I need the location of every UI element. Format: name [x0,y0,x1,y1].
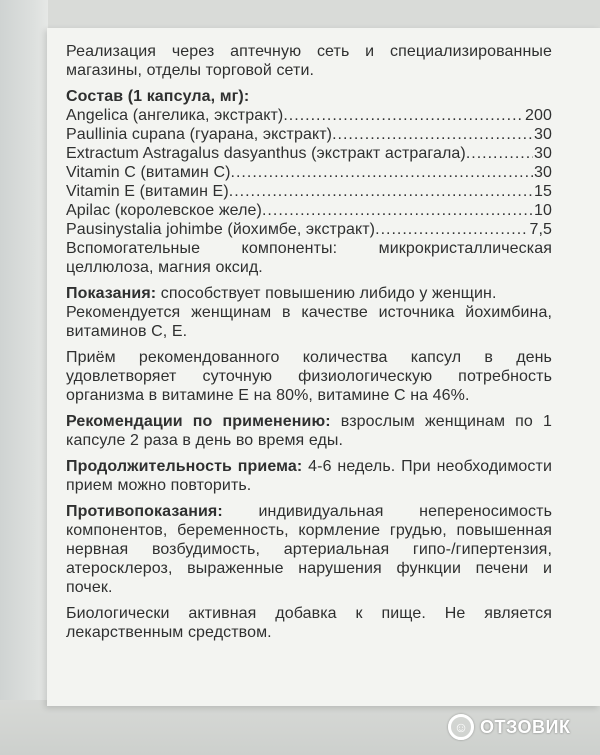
ingredient-row [66,163,552,182]
ingredient-row [66,220,552,239]
intake-note: Приём рекомендованного количества капсул в день удовлетворяет суточную физиологическую потребность организма в витамине Е на 80%, витамине С на 46%. [66,349,552,404]
ingredient-name: Extractum Astragalus dasyanthus (экстракт астрагала) [66,145,466,162]
contraindications-heading: Противопоказания: [66,503,223,520]
ingredient-amount: 15 [534,183,552,200]
contraindications-text: индивидуальная непереносимость компонентов, беременность, кормление грудью, повышенная нервная возбудимость, артериальная гипо-/гипертензия, атеросклероз, выраженные нарушения функции печени и почек. [66,503,552,596]
ingredient-name: Vitamin E (витамин E) [66,183,229,200]
recommended-text: Рекомендуется женщинам в качестве источника йохимбина, витаминов С, Е. [66,304,552,340]
ingredient-name: Angelica (ангелика, экстракт) [66,107,284,124]
label-text [66,42,552,649]
duration-heading: Продолжительность приема: [66,458,303,475]
ingredient-row [66,182,552,201]
duration-text: 4-6 недель. При необходимости прием можно повторить. [66,458,552,494]
background-left [0,0,48,755]
indications-heading: Показания: [66,285,157,302]
duration-paragraph [66,457,552,495]
intro-text: Реализация через аптечную сеть и специализированные магазины, отделы торговой сети. [66,43,552,79]
contraindications-paragraph [66,502,552,597]
ingredient-row [66,201,552,220]
usage-text: взрослым женщинам по 1 капсуле 2 раза в день во время еды. [66,413,553,449]
ingredient-row [66,125,552,144]
ingredient-name: Paullinia cupana (гуарана, экстракт) [66,126,333,143]
ingredient-name: Apilac (королевское желе) [66,202,262,219]
indications-paragraph [66,284,552,303]
ingredient-amount: 200 [525,107,552,124]
ingredient-amount: 30 [534,164,552,181]
composition-heading: Состав (1 капсула, мг): [66,88,250,105]
ingredient-amount: 30 [534,145,552,162]
ingredient-amount: 10 [534,202,552,219]
ingredient-amount: 7,5 [529,221,552,238]
otzovik-logo-icon: ☺ [448,714,474,740]
ingredient-name: Pausinystalia johimbe (йохимбе, экстракт) [66,221,376,238]
ingredient-row [66,144,552,163]
footer-note: Биологически активная добавка к пище. Не является лекарственным средством. [66,605,552,641]
indications-text: способствует повышению либидо у женщин. [160,285,497,302]
ingredient-amount: 30 [534,126,552,143]
watermark-text: ОТЗОВИК [480,716,571,737]
site-watermark [448,712,570,742]
auxiliary-components: Вспомогательные компоненты: микрокристаллическая целлюлоза, магния оксид. [66,240,552,276]
usage-paragraph [66,412,552,450]
ingredient-name: Vitamin C (витамин C) [66,164,231,181]
usage-heading: Рекомендации по применению: [66,413,331,430]
composition-section [66,87,552,277]
ingredient-row [66,106,552,125]
